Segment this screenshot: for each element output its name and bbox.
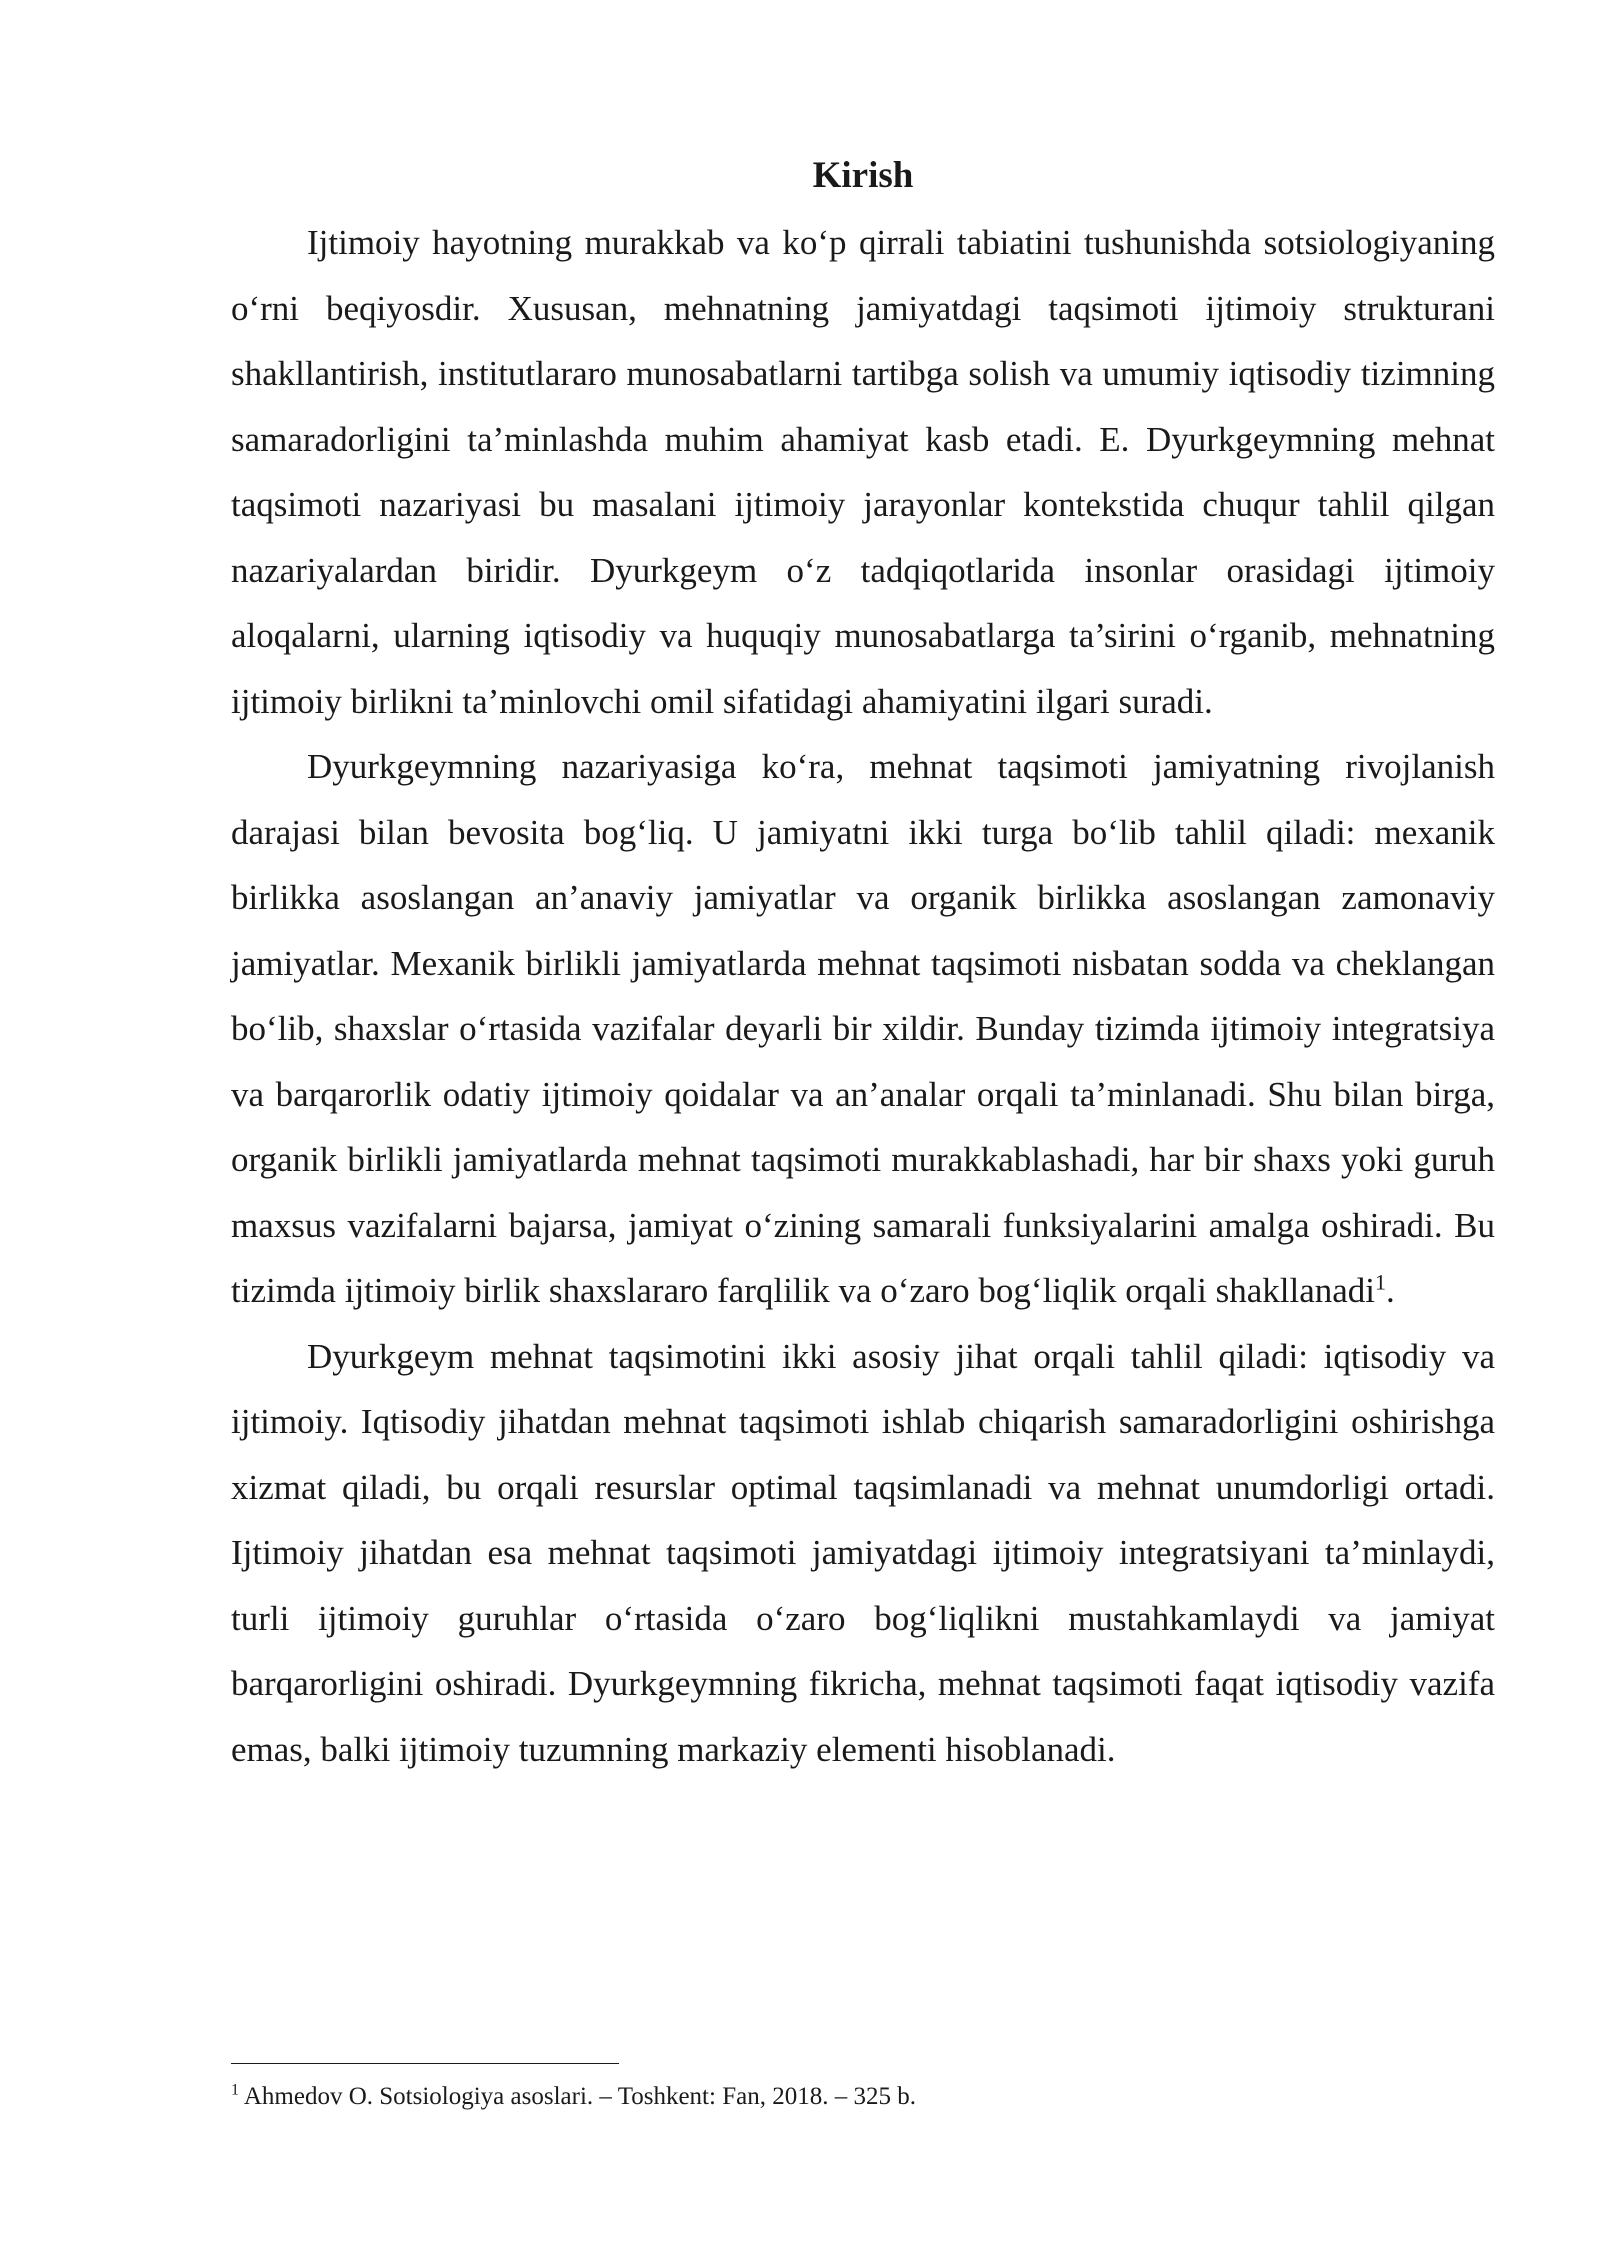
paragraph-2 xyxy=(231,734,1495,1324)
paragraph-3 xyxy=(231,1324,1495,1783)
paragraph-3-text: Dyurkgeym mehnat taqsimotini ikki asosiy jihat orqali tahlil qiladi: iqtisodiy va ijtimoiy. Iqtisodiy jihatdan mehnat taqsimoti ishlab chiqarish samaradorligini oshirishga xizmat qiladi, bu orqali resurslar optimal taqsimlanadi va mehnat unumdorligi ortadi. Ijtimoiy jihatdan esa mehnat taqsimoti jamiyatdagi ijtimoiy integratsiyani ta’minlaydi, turli ijtimoiy guruhlar o‘rtasida o‘zaro bog‘liqlikni mustahkamlaydi va jamiyat barqarorligini oshiradi. Dyurkgeymning fikricha, mehnat taqsimoti faqat iqtisodiy vazifa emas, balki ijtimoiy tuzumning markaziy elementi hisoblanadi. xyxy=(231,1336,1495,1769)
footnote-separator xyxy=(231,2063,619,2064)
paragraph-1 xyxy=(231,210,1495,734)
section-title: Kirish xyxy=(812,155,914,196)
paragraph-1-text: Ijtimoiy hayotning murakkab va ko‘p qirrali tabiatini tushunishda sotsiologiyaning o‘rni beqiyosdir. Xususan, mehnatning jamiyatdagi taqsimoti ijtimoiy strukturani shakllantirish, institutlararo munosabatlarni tartibga solish va umumiy iqtisodiy tizimning samaradorligini ta’minlashda muhim ahamiyat kasb etadi. E. Dyurkgeymning mehnat taqsimoti nazariyasi bu masalani ijtimoiy jarayonlar kontekstida chuqur tahlil qilgan nazariyalardan biridir. Dyurkgeym o‘z tadqiqotlarida insonlar orasidagi ijtimoiy aloqalarni, ularning iqtisodiy va huquqiy munosabatlarga ta’sirini o‘rganib, mehnatning ijtimoiy birlikni ta’minlovchi omil sifatidagi ahamiyatini ilgari suradi. xyxy=(231,223,1495,721)
footnote-reference[interactable]: 1 xyxy=(1375,1269,1387,1295)
footnote xyxy=(231,2080,1495,2114)
paragraph-2-tail: . xyxy=(1386,1271,1395,1310)
footnote-text: Ahmedov O. Sotsiologiya asoslari. – Toshkent: Fan, 2018. – 325 b. xyxy=(239,2083,916,2110)
paragraph-2-text: Dyurkgeymning nazariyasiga ko‘ra, mehnat taqsimoti jamiyatning rivojlanish darajasi bilan bevosita bog‘liq. U jamiyatni ikki turga bo‘lib tahlil qiladi: mexanik birlikka asoslangan an’anaviy jamiyatlar va organik birlikka asoslangan zamonaviy jamiyatlar. Mexanik birlikli jamiyatlarda mehnat taqsimoti nisbatan sodda va cheklangan bo‘lib, shaxslar o‘rtasida vazifalar deyarli bir xildir. Bunday tizimda ijtimoiy integratsiya va barqarorlik odatiy ijtimoiy qoidalar va an’analar orqali ta’minlanadi. Shu bilan birga, organik birlikli jamiyatlarda mehnat taqsimoti murakkablashadi, har bir shaxs yoki guruh maxsus vazifalarni bajarsa, jamiyat o‘zining samarali funksiyalarini amalga oshiradi. Bu tizimda ijtimoiy birlik shaxslararo farqlilik va o‘zaro bog‘liqlik orqali shakllanadi xyxy=(231,747,1495,1310)
document-body xyxy=(231,148,1495,1782)
footnote-marker: 1 xyxy=(231,2081,239,2099)
